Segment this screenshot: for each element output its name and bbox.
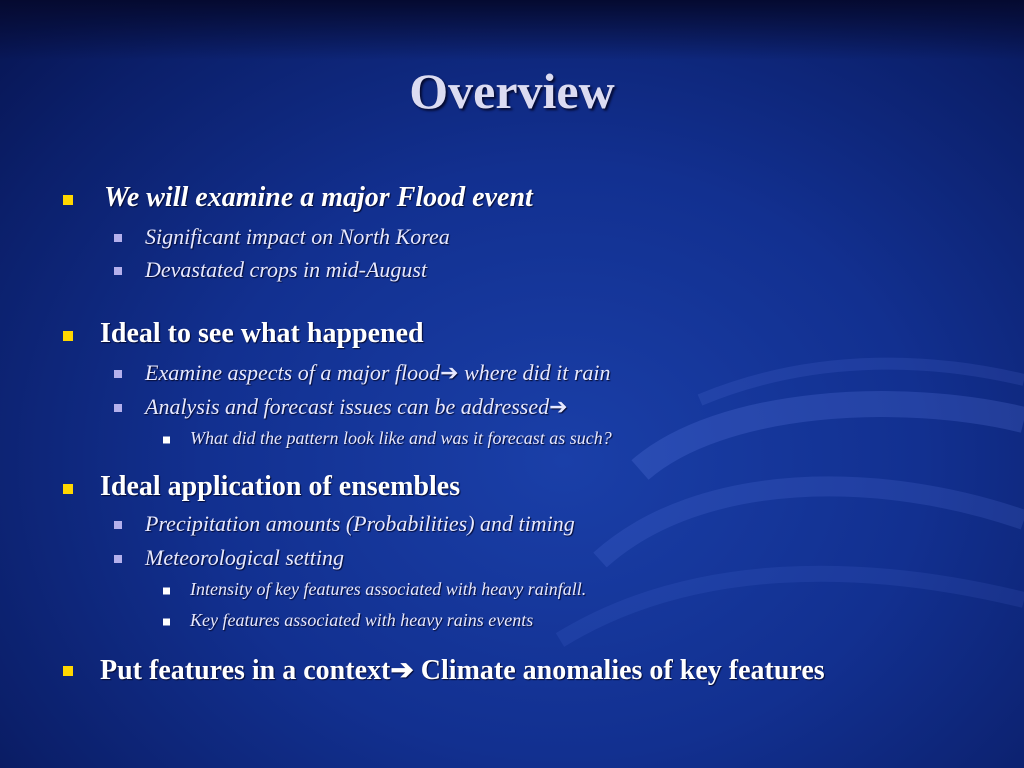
bullet-text-tail: Climate anomalies of key features	[413, 655, 825, 686]
sub-sub-bullet-marker	[163, 437, 170, 444]
bullet-item-flood-event	[63, 180, 763, 220]
sub-sub-bullet-item	[163, 427, 913, 453]
sub-bullet-item	[114, 510, 864, 540]
sub-bullet-marker	[114, 521, 122, 529]
sub-bullet-item	[114, 393, 864, 423]
sub-sub-bullet-marker	[163, 619, 170, 626]
arrow-right-icon: ➔	[440, 360, 459, 385]
sub-bullet-text	[145, 394, 568, 420]
sub-bullet-item	[114, 359, 864, 389]
bullet-item-ensembles	[63, 469, 763, 509]
arrow-right-icon: ➔	[390, 655, 414, 686]
sub-bullet-text: Devastated crops in mid-August	[145, 257, 428, 282]
sub-bullet-text-main: Analysis and forecast issues can be addressed	[145, 394, 550, 419]
sub-sub-bullet-text: Intensity of key features associated with heavy rainfall.	[190, 579, 587, 599]
sub-bullet-text: Significant impact on North Korea	[145, 224, 450, 249]
sub-bullet-marker	[114, 404, 122, 412]
sub-bullet-item	[114, 223, 814, 253]
bullet-text-main: Put features in a context	[100, 655, 391, 686]
sub-bullet-marker	[114, 555, 122, 563]
sub-bullet-text	[145, 360, 611, 386]
sub-sub-bullet-text: What did the pattern look like and was it forecast as such?	[190, 428, 612, 448]
sub-bullet-text: Precipitation amounts (Probabilities) and timing	[145, 511, 575, 536]
bullet-marker	[63, 666, 73, 676]
sub-bullet-text: Meteorological setting	[145, 545, 344, 570]
bullet-text: Ideal application of ensembles	[100, 471, 461, 502]
sub-bullet-text-main: Examine aspects of a major flood	[145, 360, 441, 385]
sub-sub-bullet-item	[163, 578, 913, 604]
sub-bullet-marker	[114, 234, 122, 242]
bullet-marker	[63, 484, 73, 494]
bullet-item-ideal-to-see	[63, 316, 763, 356]
sub-sub-bullet-marker	[163, 588, 170, 595]
bullet-item-context	[63, 651, 1013, 691]
sub-bullet-marker	[114, 370, 122, 378]
sub-bullet-marker	[114, 267, 122, 275]
bullet-text: We will examine a major Flood event	[104, 182, 533, 213]
slide-title: Overview	[409, 63, 615, 119]
sub-bullet-item	[114, 544, 864, 574]
sub-sub-bullet-item	[163, 609, 913, 635]
bullet-text: Ideal to see what happened	[100, 318, 424, 349]
arrow-right-icon: ➔	[549, 394, 568, 419]
sub-sub-bullet-text: Key features associated with heavy rains events	[190, 610, 534, 630]
sub-bullet-item	[114, 256, 814, 286]
bullet-text	[100, 653, 825, 687]
sub-bullet-text-tail: where did it rain	[458, 360, 611, 385]
bullet-marker	[63, 195, 73, 205]
bullet-marker	[63, 331, 73, 341]
